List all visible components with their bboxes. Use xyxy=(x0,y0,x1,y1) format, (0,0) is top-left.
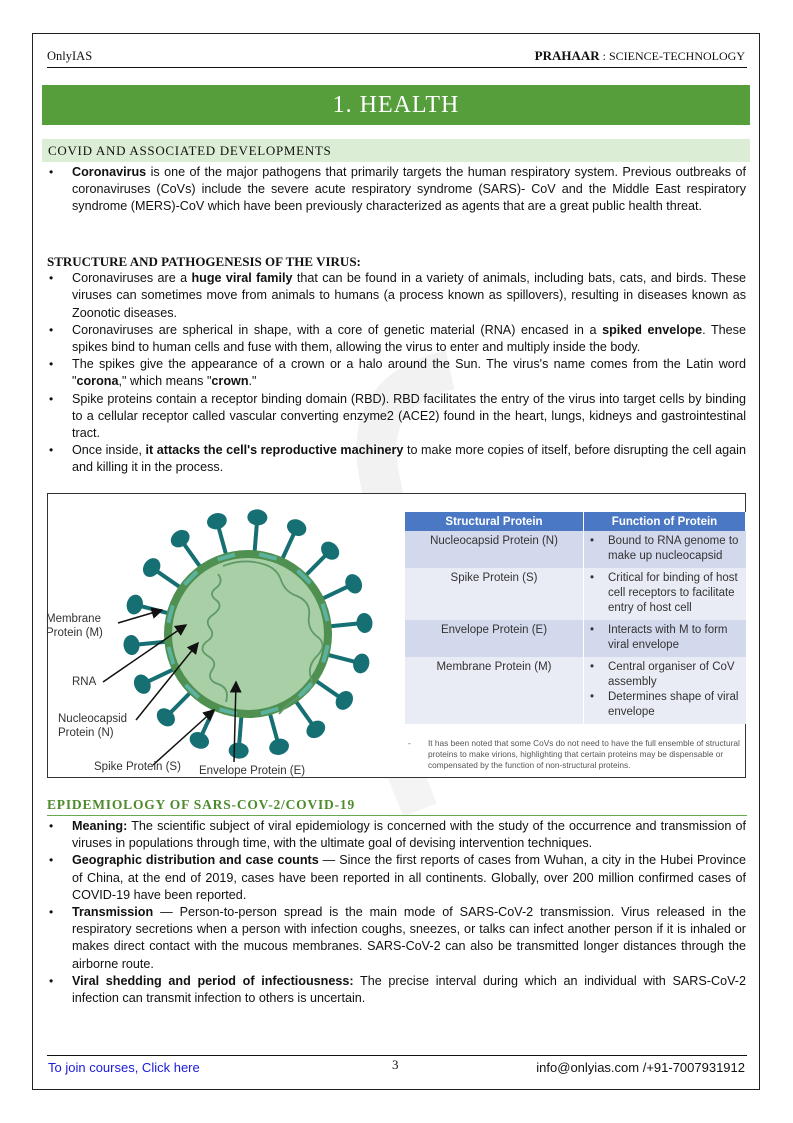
note-dash: - xyxy=(408,738,411,748)
table-row xyxy=(405,568,746,620)
structure-list xyxy=(47,270,746,476)
label-line: Protein (N) xyxy=(58,727,114,739)
membrane-arrow xyxy=(118,610,162,623)
series-subtitle: : SCIENCE-TECHNOLOGY xyxy=(599,49,745,63)
item-text: that can be found in a variety of animals, including bats, cats, and birds. These viruses can sometimes move from animals to humans (a process known as spillovers), resulting in diseases known as Zoonotic diseases. xyxy=(72,271,746,320)
item-text: ," which means " xyxy=(118,374,212,389)
spike-protein-glyph xyxy=(325,652,371,675)
list-item xyxy=(47,904,746,973)
item-text: Coronaviruses are spherical in shape, with a core of genetic material (RNA) encased in a xyxy=(72,322,603,337)
function-item: • Critical for binding of host cell receptors to facilitate entry of host cell xyxy=(588,571,742,616)
list-item xyxy=(47,322,746,356)
list-item xyxy=(47,852,746,904)
table-row xyxy=(405,657,746,724)
label-spike-protein: Spike Protein (S) xyxy=(94,761,181,773)
note-text: It has been noted that some CoVs do not need to have the full ensemble of structural proteins to make virions, highlighting that certain proteins may be dispensable or compensated by the function of non-structural proteins. xyxy=(428,738,740,770)
list-item xyxy=(47,442,746,476)
label-membrane-protein xyxy=(46,612,103,640)
list-item xyxy=(47,818,746,852)
spike-protein-glyph xyxy=(304,538,343,577)
protein-function-table xyxy=(405,512,746,724)
spike-protein-glyph xyxy=(167,526,201,568)
figure-note xyxy=(408,738,744,771)
table-header-row xyxy=(405,512,746,531)
item-text: to make more copies of itself, before disrupting the cell again and killing it in the process. xyxy=(72,443,746,475)
list-item xyxy=(47,270,746,322)
label-nucleocapsid-protein xyxy=(58,712,127,740)
list-item xyxy=(47,164,746,216)
section-heading-epidemiology: EPIDEMIOLOGY OF SARS-COV-2/COVID-19 xyxy=(47,797,747,816)
protein-name: Nucleocapsid Protein (N) xyxy=(405,531,584,568)
chapter-title: 1. HEALTH xyxy=(42,85,750,125)
series-title xyxy=(535,48,745,64)
intro-list xyxy=(47,164,746,216)
item-text: . These spikes bind to human cells and fuse with them, allowing the virus to enter and multiply inside the body. xyxy=(72,322,746,355)
protein-function xyxy=(584,657,746,724)
item-text: The precise interval during which an individual with SARS-CoV-2 infection can transmit infection to others is uncertain. xyxy=(72,973,746,1006)
item-text: ." xyxy=(248,374,257,389)
contact-info: info@onlyias.com /+91-7007931912 xyxy=(536,1060,745,1075)
protein-name: Envelope Protein (E) xyxy=(405,620,584,657)
section-covid-body xyxy=(47,164,746,216)
item-text: The spikes give the appearance of a crown or a halo around the Sun. The virus's name comes from the Latin word " xyxy=(72,357,746,389)
label-line: Membrane xyxy=(46,613,101,625)
header-function: Function of Protein xyxy=(584,512,746,531)
page-number: 3 xyxy=(392,1057,399,1072)
spike-protein-glyph xyxy=(228,714,249,760)
bold-term: corona xyxy=(76,374,119,389)
table-row xyxy=(405,531,746,568)
label-envelope-protein: Envelope Protein (E) xyxy=(199,765,306,777)
item-text: The scientific subject of viral epidemiology is concerned with the study of the occurrence and transmission of viruses in populations through time, with the ultimate goal of devising intervention techniques. xyxy=(72,819,746,851)
protein-function xyxy=(584,531,746,568)
spike-protein-glyph xyxy=(294,699,328,741)
item-text: is one of the major pathogens that primarily targets the human respiratory system. Previous outbreaks of coronaviruses (CoVs) include the severe acute respiratory syndrome (SARS)- CoV and the Middle East respiratory syndrome (MERS)-CoV which have been previously characterized as agents that are a great public health threat. xyxy=(72,165,746,214)
spike-protein-glyph xyxy=(131,668,176,696)
protein-name: Membrane Protein (M) xyxy=(405,657,584,724)
bold-term: Coronavirus xyxy=(72,165,147,179)
label-line: Nucleocapsid xyxy=(58,713,128,725)
item-text: — Since the first reports of cases from Wuhan, a city in the Hubei Province of China, at the end of 2019, cases have been reported in all continents. Globally, over 200 million confirmed cases of COVID-19 have been reported. xyxy=(72,853,746,902)
section-heading-covid: COVID AND ASSOCIATED DEVELOPMENTS xyxy=(42,139,750,162)
item-text: Coronaviruses are a xyxy=(72,271,192,286)
list-item xyxy=(47,973,746,1007)
spike-protein-glyph xyxy=(139,555,182,589)
item-text: — Person-to-person spread is the main mode of SARS-CoV-2 transmission. Virus released in the respiratory secretions when a person with infection coughs, sneezes, or talks can infect another person if it is inhaled or makes direct contact with the mucous membranes. SARS-CoV-2 can also be transmitted longer distances through the airborne route. xyxy=(72,905,746,971)
bold-term: huge viral family xyxy=(191,271,293,286)
subheading-structure: STRUCTURE AND PATHOGENESIS OF THE VIRUS: xyxy=(47,254,361,269)
spike-protein-glyph xyxy=(281,516,309,561)
brand-name: OnlyIAS xyxy=(47,49,93,63)
item-text: Spike proteins contain a receptor binding domain (RBD). RBD facilitates the entry of the virus into target cells by binding to a cellular receptor called vascular converting enzyme2 (ACE2) found in the heart, lungs, kidneys and gastrointestinal tract. xyxy=(72,391,746,441)
spike-protein-glyph xyxy=(314,679,357,713)
bold-term: Meaning: xyxy=(72,819,128,833)
spike-protein-glyph xyxy=(153,691,192,730)
spike-protein-glyph xyxy=(125,593,171,616)
item-text: Once inside, xyxy=(72,443,146,458)
spike-protein-glyph xyxy=(320,571,365,599)
bold-term: crown xyxy=(211,374,249,389)
function-item: • Bound to RNA genome to make up nucleocapsid xyxy=(588,534,742,564)
spike-protein-glyph xyxy=(267,711,291,757)
label-line: Protein (M) xyxy=(46,627,103,639)
protein-name: Spike Protein (S) xyxy=(405,568,584,620)
viral-core xyxy=(172,558,324,710)
virus-structure-figure xyxy=(47,493,746,778)
bold-term: spiked envelope xyxy=(602,322,703,337)
bold-term: Transmission xyxy=(72,905,154,920)
structure-section xyxy=(47,253,746,477)
series-bold: PRAHAAR xyxy=(534,48,600,63)
bold-term: Viral shedding and period of infectiousness: xyxy=(72,973,354,988)
join-courses-link[interactable]: To join courses, Click here xyxy=(48,1060,200,1075)
list-item xyxy=(47,356,746,390)
protein-function xyxy=(584,568,746,620)
spike-protein-glyph xyxy=(328,612,374,633)
bold-term: it attacks the cell's reproductive machinery xyxy=(145,443,404,458)
epidemiology-body xyxy=(47,818,746,1007)
function-item: • Determines shape of viral envelope xyxy=(588,690,742,720)
epidemiology-list xyxy=(47,818,746,1007)
table-row xyxy=(405,620,746,657)
spike-protein-glyph xyxy=(205,511,229,557)
function-item: • Interacts with M to form viral envelope xyxy=(588,623,742,653)
header-structural-protein: Structural Protein xyxy=(405,512,584,531)
label-rna: RNA xyxy=(72,676,97,688)
protein-function xyxy=(584,620,746,657)
function-item: • Central organiser of CoV assembly xyxy=(588,660,742,690)
page-header xyxy=(47,47,747,68)
spike-protein-glyph xyxy=(247,509,268,555)
footer-divider xyxy=(47,1055,747,1056)
bold-term: Geographic distribution and case counts xyxy=(72,853,319,868)
list-item xyxy=(47,391,746,443)
